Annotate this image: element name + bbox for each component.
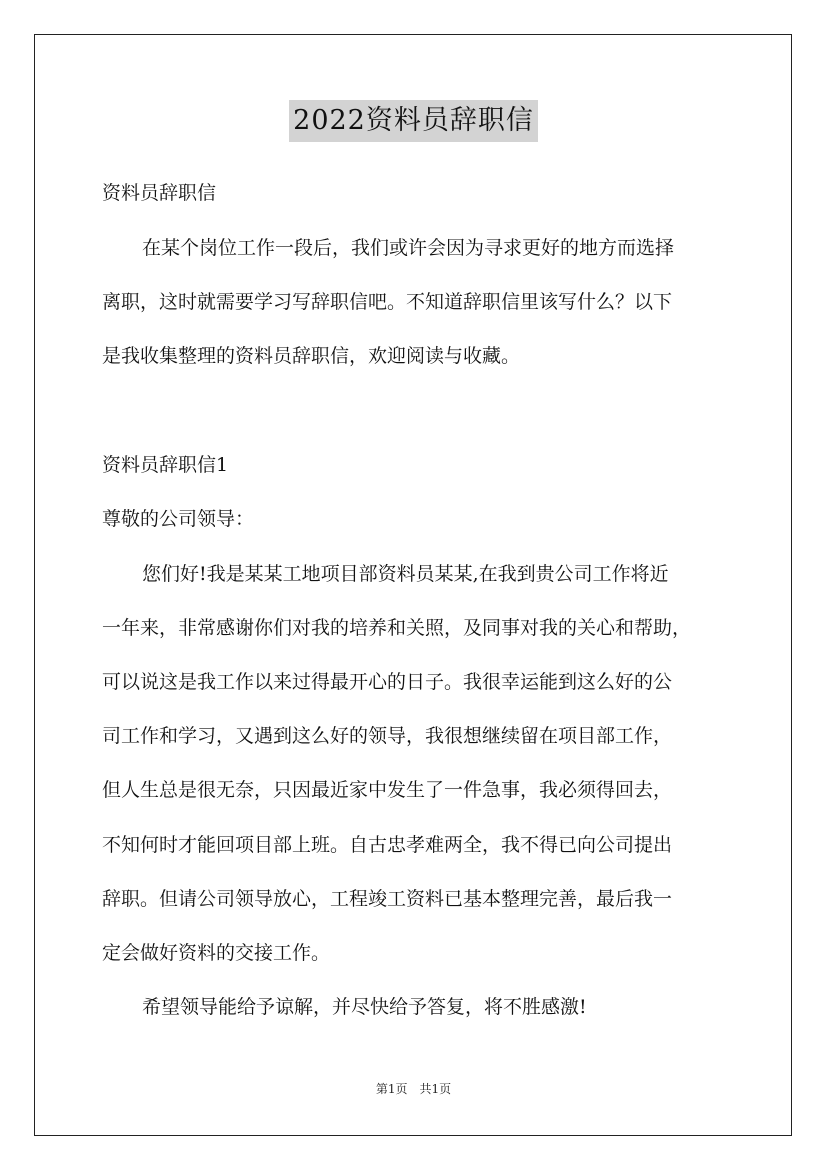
section-heading: 资料员辞职信	[102, 182, 217, 204]
page-footer	[0, 1081, 827, 1097]
paragraph-line: 离职，这时就需要学习写辞职信吧。不知道辞职信里该写什么？以下	[102, 291, 673, 313]
paragraph-line: 您们好!我是某某工地项目部资料员某某,在我到贵公司工作将近	[142, 563, 669, 585]
paragraph-line: 希望领导能给予谅解，并尽快给予答复，将不胜感激!	[142, 996, 587, 1018]
paragraph-line: 但人生总是很无奈，只因最近家中发生了一件急事，我必须得回去，	[102, 779, 673, 801]
document-title: 2022资料员辞职信	[289, 100, 538, 142]
paragraph-line: 辞职。但请公司领导放心，工程竣工资料已基本整理完善，最后我一	[102, 888, 673, 910]
paragraph-line: 司工作和学习，又遇到这么好的领导，我很想继续留在项目部工作，	[102, 725, 673, 747]
page-total: 共1页	[419, 1082, 452, 1096]
page-number: 第1页	[375, 1082, 408, 1096]
paragraph-line: 可以说这是我工作以来过得最开心的日子。我很幸运能到这么好的公	[102, 671, 673, 693]
paragraph-line: 在某个岗位工作一段后，我们或许会因为寻求更好的地方而选择	[142, 237, 675, 259]
paragraph-line: 不知何时才能回项目部上班。自古忠孝难两全，我不得已向公司提出	[102, 834, 673, 856]
salutation: 尊敬的公司领导：	[102, 508, 255, 530]
title-container	[0, 100, 827, 142]
paragraph-line: 定会做好资料的交接工作。	[102, 942, 331, 964]
section-heading: 资料员辞职信1	[102, 454, 229, 476]
paragraph-line: 一年来，非常感谢你们对我的培养和关照，及同事对我的关心和帮助，	[102, 617, 692, 639]
paragraph-line: 是我收集整理的资料员辞职信，欢迎阅读与收藏。	[102, 345, 521, 367]
